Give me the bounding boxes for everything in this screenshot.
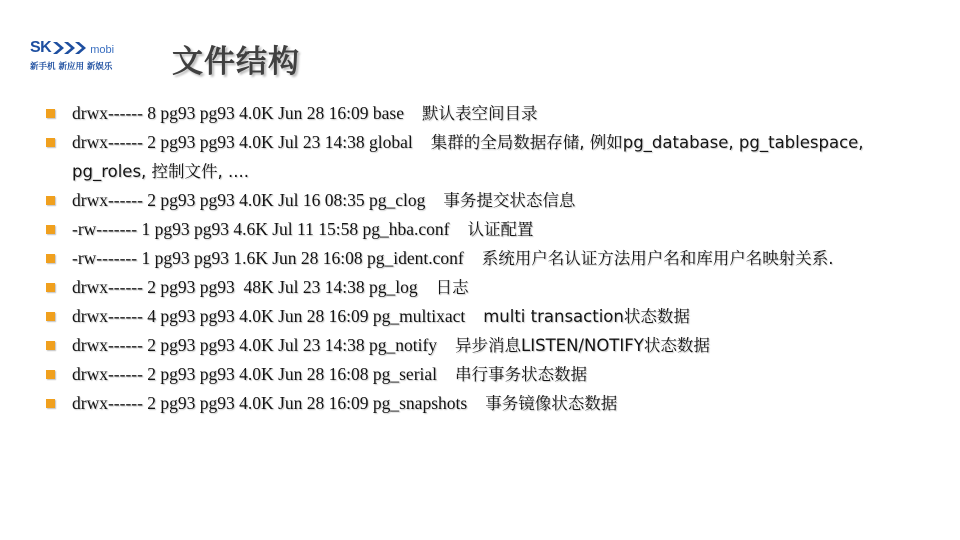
list-item <box>44 244 924 273</box>
square-bullet-icon <box>46 312 55 321</box>
file-entry: drwx------ 8 pg93 pg93 4.0K Jun 28 16:09 base <box>72 103 404 123</box>
slide-title: 文件结构 <box>172 44 300 80</box>
item-text <box>72 393 617 413</box>
file-description: 日志 <box>435 278 469 297</box>
item-text <box>72 335 710 355</box>
square-bullet-icon <box>46 138 55 147</box>
item-text <box>72 306 690 326</box>
file-description: 认证配置 <box>467 220 534 239</box>
square-bullet-icon <box>46 370 55 379</box>
file-structure-list <box>44 99 924 418</box>
item-text <box>72 277 469 297</box>
sk-mobi-logo <box>30 38 158 78</box>
logo-tagline: 新手机 新应用 新娱乐 <box>30 62 113 72</box>
square-bullet-icon <box>46 196 55 205</box>
file-entry: drwx------ 2 pg93 pg93 4.0K Jul 16 08:35 pg_clog <box>72 190 426 210</box>
list-item <box>44 215 924 244</box>
square-bullet-icon <box>46 341 55 350</box>
file-description: 集群的全局数据存储, 例如pg_database, pg_tablespace, pg_roles, 控制文件, .... <box>72 133 864 181</box>
square-bullet-icon <box>46 283 55 292</box>
file-entry: drwx------ 2 pg93 pg93 4.0K Jun 28 16:09 pg_snapshots <box>72 393 468 413</box>
file-entry: drwx------ 2 pg93 pg93 4.0K Jul 23 14:38 pg_notify <box>72 335 438 355</box>
chevron-arrows-icon <box>52 41 88 55</box>
list-item <box>44 99 924 128</box>
square-bullet-icon <box>46 225 55 234</box>
file-entry: -rw------- 1 pg93 pg93 1.6K Jun 28 16:08 pg_ident.conf <box>72 248 464 268</box>
item-text <box>72 219 533 239</box>
file-entry: -rw------- 1 pg93 pg93 4.6K Jul 11 15:58 pg_hba.conf <box>72 219 450 239</box>
file-entry: drwx------ 4 pg93 pg93 4.0K Jun 28 16:09 pg_multixact <box>72 306 466 326</box>
logo-brand: SK <box>30 39 52 56</box>
file-description: multi transaction状态数据 <box>483 307 690 326</box>
file-entry: drwx------ 2 pg93 pg93 4.0K Jul 23 14:38 global <box>72 132 413 152</box>
item-text <box>72 248 833 268</box>
list-item <box>44 186 924 215</box>
list-item <box>44 302 924 331</box>
file-entry: drwx------ 2 pg93 pg93 48K Jul 23 14:38 pg_log <box>72 277 418 297</box>
list-item <box>44 128 924 186</box>
file-description: 异步消息LISTEN/NOTIFY状态数据 <box>455 336 710 355</box>
file-description: 串行事务状态数据 <box>455 365 588 384</box>
file-description: 事务镜像状态数据 <box>485 394 618 413</box>
square-bullet-icon <box>46 254 55 263</box>
file-entry: drwx------ 2 pg93 pg93 4.0K Jun 28 16:08 pg_serial <box>72 364 438 384</box>
item-text <box>72 103 537 123</box>
list-item <box>44 389 924 418</box>
list-item <box>44 331 924 360</box>
square-bullet-icon <box>46 109 55 118</box>
item-text <box>72 364 587 384</box>
item-text <box>72 132 864 181</box>
item-text <box>72 190 575 210</box>
list-item <box>44 273 924 302</box>
list-item <box>44 360 924 389</box>
file-description: 事务提交状态信息 <box>443 191 576 210</box>
square-bullet-icon <box>46 399 55 408</box>
file-description: 默认表空间目录 <box>421 104 538 123</box>
logo-sub: mobi <box>90 44 115 56</box>
file-description: 系统用户名认证方法用户名和库用户名映射关系. <box>481 249 834 268</box>
